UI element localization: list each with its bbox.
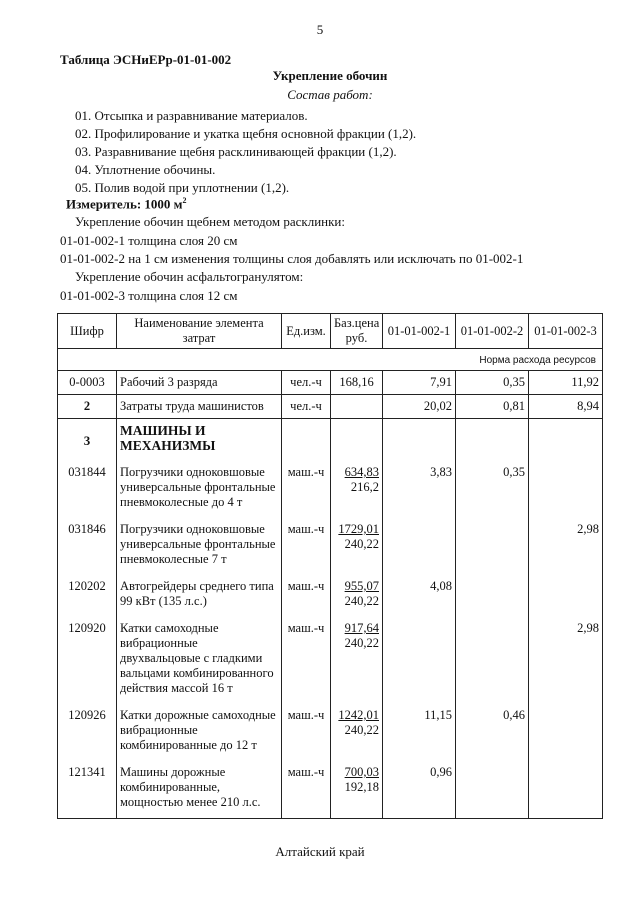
- cell-norm2: [456, 761, 529, 819]
- cell-norm1: 3,83: [383, 461, 456, 518]
- cell-price: [331, 518, 383, 575]
- cell-name: Автогрейдеры среднего типа 99 кВт (135 л.с.): [117, 575, 282, 617]
- cell-name: Катки самоходные вибрационные двухвальцовые с гладкими вальцами комбинированного действия массой 16 т: [117, 617, 282, 704]
- cell-unit: маш.-ч: [282, 704, 331, 761]
- price-current: 1729,01: [338, 522, 379, 536]
- table-row: [58, 518, 603, 575]
- cell-code: 120926: [58, 704, 117, 761]
- cell-norm1: [383, 518, 456, 575]
- cell-code: 120202: [58, 575, 117, 617]
- table-row: [58, 617, 603, 704]
- cell-name: Погрузчики одноковшовые универсальные фронтальные пневмоколесные 7 т: [117, 518, 282, 575]
- cell-norm2: [456, 575, 529, 617]
- cell-name: Погрузчики одноковшовые универсальные фронтальные пневмоколесные до 4 т: [117, 461, 282, 518]
- col-norm3-header: 01-01-002-3: [529, 314, 603, 349]
- cell-norm1: 4,08: [383, 575, 456, 617]
- measure-unit: [66, 196, 187, 212]
- measure-sup: 2: [182, 196, 187, 205]
- cell-norm2: 0,35: [456, 371, 529, 395]
- cell-price: [331, 761, 383, 819]
- table-row: [58, 461, 603, 518]
- cell-code: 121341: [58, 761, 117, 819]
- method-asphalt: Укрепление обочин асфальтогранулятом:: [75, 269, 304, 284]
- cell-price: [331, 461, 383, 518]
- price-base: 240,22: [344, 594, 379, 608]
- code-line-3: 01-01-002-3 толщина слоя 12 см: [60, 288, 238, 303]
- cell-norm3: 11,92: [529, 371, 603, 395]
- code-line-2: 01-01-002-2 на 1 см изменения толщины слоя добавлять или исключать по 01-002-1: [60, 251, 524, 266]
- cell-code: 0-0003: [58, 371, 117, 395]
- cell-norm3: [529, 575, 603, 617]
- cell-name: Катки дорожные самоходные вибрационные комбинированные до 12 т: [117, 704, 282, 761]
- price-base: 216,2: [350, 480, 379, 494]
- cell-norm2: 0,46: [456, 704, 529, 761]
- price-current: 1242,01: [338, 708, 379, 722]
- cell-norm2: [456, 518, 529, 575]
- cell-unit: маш.-ч: [282, 761, 331, 819]
- cell-norm3: [529, 704, 603, 761]
- cell-price: [331, 617, 383, 704]
- region-footer: Алтайский край: [275, 844, 365, 859]
- cell-price: [331, 575, 383, 617]
- cell-code: 120920: [58, 617, 117, 704]
- price-current: 955,07: [344, 579, 379, 593]
- cell-norm3: [529, 461, 603, 518]
- work-item: 01. Отсыпка и разравнивание материалов.: [75, 108, 308, 123]
- cell-norm1: 7,91: [383, 371, 456, 395]
- cell-norm3: [529, 761, 603, 819]
- table-row-group-header: [58, 419, 603, 462]
- cell-code: 031844: [58, 461, 117, 518]
- measure-label: Измеритель: 1000 м: [66, 196, 183, 212]
- cell-code: 3: [58, 419, 117, 462]
- cell-name: Рабочий 3 разряда: [117, 371, 282, 395]
- cell-norm2: [456, 617, 529, 704]
- cell-norm3: 2,98: [529, 617, 603, 704]
- work-item: 03. Разравнивание щебня расклинивающей фракции (1,2).: [75, 144, 397, 159]
- price-base: 240,22: [344, 537, 379, 551]
- cell-unit: маш.-ч: [282, 461, 331, 518]
- price-base: 240,22: [344, 723, 379, 737]
- cell-price: 168,16: [331, 371, 383, 395]
- cell-name: [117, 419, 282, 462]
- table-row: [58, 371, 603, 395]
- work-item: 05. Полив водой при уплотнении (1,2).: [75, 180, 290, 195]
- method-gravel: Укрепление обочин щебнем методом расклинки:: [75, 214, 345, 229]
- cell-unit: маш.-ч: [282, 617, 331, 704]
- cell-norm1: [383, 617, 456, 704]
- cell-price: [331, 704, 383, 761]
- cell-price: [331, 395, 383, 419]
- col-unit-header: Ед.изм.: [282, 314, 331, 349]
- cell-norm1: 0,96: [383, 761, 456, 819]
- cell-unit: маш.-ч: [282, 575, 331, 617]
- section-title: Укрепление обочин: [272, 68, 388, 83]
- price-current: 634,83: [344, 465, 379, 479]
- page-number: 5: [316, 22, 324, 37]
- table-row: [58, 575, 603, 617]
- cell-code: 2: [58, 395, 117, 419]
- table-row: [58, 761, 603, 819]
- cell-unit: чел.-ч: [282, 371, 331, 395]
- cell-norm2: 0,81: [456, 395, 529, 419]
- table-row: [58, 395, 603, 419]
- cell-norm2: 0,35: [456, 461, 529, 518]
- price-current: 700,03: [344, 765, 379, 779]
- cell-norm3: 2,98: [529, 518, 603, 575]
- cell-unit: чел.-ч: [282, 395, 331, 419]
- cell-unit: маш.-ч: [282, 518, 331, 575]
- price-base: 240,22: [344, 636, 379, 650]
- cell-name: Затраты труда машинистов: [117, 395, 282, 419]
- resources-table: [57, 313, 603, 819]
- cell-name: Машины дорожные комбинированные, мощностью менее 210 л.с.: [117, 761, 282, 819]
- group-title: МАШИНЫ И МЕХАНИЗМЫ: [120, 423, 216, 453]
- cell-norm1: 20,02: [383, 395, 456, 419]
- col-norm2-header: 01-01-002-2: [456, 314, 529, 349]
- cell-norm1: 11,15: [383, 704, 456, 761]
- work-item: 04. Уплотнение обочины.: [75, 162, 216, 177]
- col-code-header: Шифр: [58, 314, 117, 349]
- norm-label: Норма расхода ресурсов: [58, 349, 603, 371]
- col-name-header: Наименование элемента затрат: [117, 314, 282, 349]
- work-item: 02. Профилирование и укатка щебня основной фракции (1,2).: [75, 126, 417, 141]
- price-current: 917,64: [344, 621, 379, 635]
- subsection-title: Состав работ:: [287, 87, 373, 102]
- table-row: [58, 704, 603, 761]
- price-base: 192,18: [344, 780, 379, 794]
- code-line-1: 01-01-002-1 толщина слоя 20 см: [60, 233, 238, 248]
- cell-code: 031846: [58, 518, 117, 575]
- table-title: Таблица ЭСНиЕРр-01-01-002: [60, 52, 232, 67]
- cell-norm3: 8,94: [529, 395, 603, 419]
- col-norm1-header: 01-01-002-1: [383, 314, 456, 349]
- col-price-header: Баз.цена руб.: [331, 314, 383, 349]
